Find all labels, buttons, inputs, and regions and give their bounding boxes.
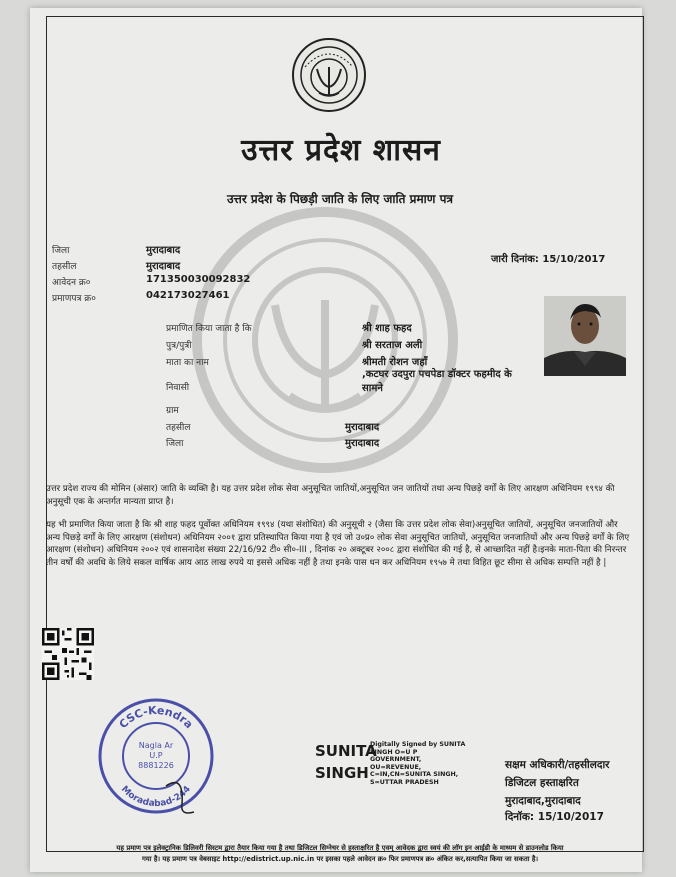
issue-date: जारी दिनांक: 15/10/2017	[491, 254, 606, 265]
tehsil-field-value: मुरादाबाद	[345, 422, 380, 433]
signature-first-name: SUNITA	[315, 742, 377, 760]
officer-date: दिनॉक: 15/10/2017	[505, 811, 604, 823]
signature-detail-line: SINGH O=U P	[370, 748, 418, 756]
district-field-label: जिला	[166, 439, 184, 449]
mother-name-label: माता का नाम	[166, 358, 209, 368]
footer-line-1: यह प्रमाण पत्र इलेक्ट्रानिक डिलिवरी सिस्टम द्वारा तैयार किया गया है तथा डिजिटल सिग्नेचर से हस्ताक्षरित है एवम् आवेदक द्वारा स्वयं की लॉग इन आईडी के माध्यम से डाउनलोड किया	[116, 844, 564, 852]
district-label: जिला	[52, 246, 70, 256]
footer-line-2: गया है। यह प्रमाण पत्र वेबसाइट http://edistrict.up.nic.in पर इसका पहले आवेदन क्र० फिर प्रमाणपत्र क्र० अंकित कर,सत्यापित किया जा सकता है।	[141, 855, 539, 863]
son-daughter-label: पुत्र/पुत्री	[166, 341, 192, 351]
officer-digital-signed: डिजिटल हस्ताक्षरित	[505, 777, 579, 789]
signature-detail-line: GOVERNMENT,	[370, 756, 422, 764]
resident-address: ,कटघर उदपुरा पचपेडा डॉक्टर फहमीद के सामने	[362, 369, 512, 394]
application-number-value: 171350030092832	[146, 274, 251, 285]
officer-location: मुरादाबाद,मुरादाबाद	[505, 795, 581, 807]
village-label: ग्राम	[166, 406, 179, 416]
stamp-top-text: CSC-Kendra	[116, 703, 196, 732]
qr-code-icon	[42, 628, 94, 680]
mother-name: श्रीमती रोशन जहाँ	[362, 357, 428, 368]
resident-label: निवासी	[166, 383, 190, 393]
digital-signature-details	[370, 741, 465, 787]
tehsil-field-label: तहसील	[166, 423, 191, 433]
tehsil-label: तहसील	[52, 262, 77, 272]
signature-detail-line: S=UTTAR PRADESH	[370, 778, 439, 786]
certificate-number-label: प्रमाणपत्र क्र०	[52, 294, 96, 304]
document-title: उत्तर प्रदेश शासन	[241, 133, 441, 168]
creamy-layer-paragraph: यह भी प्रमाणित किया जाता है कि श्री शाह फहद पूर्वोक्त अधिनियम १९९४ (यथा संशोधित) की अनुसूची २ (जैसा कि उत्तर प्रदेश लोक सेवा)अनुसूचित जातियों, अनुसूचित जनजातियों और अन्य पिछड़े वर्गों के लिए आरक्षण (संशोधन) अधिनियम २००१ द्वारा प्रतिस्थापित किया गया है एवं जो उ०प्र० लोक सेवा अनुसूचित जातियों, अनुसूचित जनजातियों और अन्य पिछड़े वर्गों के लिए आरक्षण (संशोधन) अधिनियम २००२ एवं शासनादेश संख्या 22/16/92 टी० सी०-III , दिनांक २० अक्टूबर २००८ द्वारा संशोधित की गई है, से आच्छादित नहीं है।इनके माता-पिता की निरन्तर तीन वर्षों की अवधि के लिये सकल वार्षिक आय आठ लाख रुपये या इससे अधिक नहीं है तथा इनके पास धन कर अधिनियम १९५७ मे तथा विहित छूट सीमा से अधिक सम्पत्ति नहीं है |	[46, 520, 630, 568]
stamp-center-line-2: U.P	[149, 751, 163, 760]
verification-footer	[40, 843, 640, 865]
certify-label: प्रमाणित किया जाता है कि	[166, 324, 252, 334]
caste-declaration-paragraph: उत्तर प्रदेश राज्य की मोमिन (अंसार) जाति के व्यक्ति है। यह उत्तर प्रदेश लोक सेवा अनुसूचित जातियों,अनुसूचित जन जातियों तथा अन्य पिछड़े वर्गों के लिए आरक्षण अधिनियम १९९४ की अनुसूची एक के अन्तर्गत मान्यता प्राप्त है।	[46, 484, 615, 507]
signature-detail-line: OU=REVENUE,	[370, 763, 422, 771]
certificate-subtitle: उत्तर प्रदेश के पिछड़ी जाति के लिए जाति प्रमाण पत्र	[226, 192, 454, 206]
application-number-label: आवेदन क्र०	[52, 278, 91, 288]
holder-name: श्री शाह फहद	[362, 323, 412, 334]
applicant-photo	[544, 296, 626, 376]
certificate-number-value: 042173027461	[146, 290, 230, 301]
signature-detail-line: Digitally Signed by SUNITA	[370, 741, 466, 748]
officer-designation: सक्षम अधिकारी/तहसीलदार	[505, 759, 610, 771]
signature-detail-line: C=IN,CN=SUNITA SINGH,	[370, 771, 459, 779]
stamp-center-line-3: 8881226	[138, 761, 174, 770]
csc-kendra-stamp	[94, 694, 218, 818]
signature-last-name: SINGH	[315, 764, 369, 782]
stamp-bottom-text: Moradabad-244	[118, 784, 193, 810]
district-value: मुरादाबाद	[146, 245, 181, 256]
stamp-center-line-1: Nagla Ar	[138, 741, 174, 750]
tehsil-value: मुरादाबाद	[146, 261, 181, 272]
digital-signature-name	[315, 740, 377, 784]
district-field-value: मुरादाबाद	[345, 438, 380, 449]
father-name: श्री सरताज अली	[362, 340, 423, 351]
up-government-emblem-icon	[291, 37, 367, 113]
